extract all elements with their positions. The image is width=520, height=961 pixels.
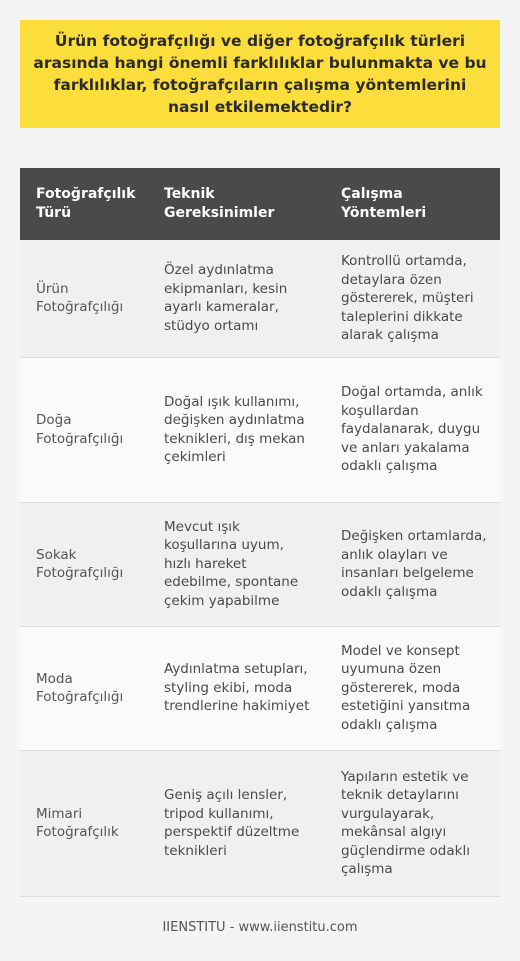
cell-methods: Değişken ortamlarda, anlık olayları ve insanları belgeleme odaklı çalışma	[325, 502, 500, 626]
cell-type: Ürün Fotoğrafçılığı	[20, 240, 148, 357]
cell-technical: Geniş açılı lensler, tripod kullanımı, perspektif düzeltme teknikleri	[148, 750, 325, 896]
cell-methods: Yapıların estetik ve teknik detaylarını vurgulayarak, mekânsal algıyı güçlendirme odaklı çalışma	[325, 750, 500, 896]
cell-technical: Doğal ışık kullanımı, değişken aydınlatma teknikleri, dış mekan çekimleri	[148, 357, 325, 502]
table-row	[20, 357, 500, 502]
cell-technical: Mevcut ışık koşullarına uyum, hızlı hareket edebilme, spontane çekim yapabilme	[148, 502, 325, 626]
table-row	[20, 240, 500, 357]
cell-methods: Model ve konsept uyumuna özen göstererek, moda estetiğini yansıtma odaklı çalışma	[325, 626, 500, 750]
cell-technical: Aydınlatma setupları, styling ekibi, moda trendlerine hakimiyet	[148, 626, 325, 750]
cell-type: Sokak Fotoğrafçılığı	[20, 502, 148, 626]
footer-credit: IIENSTITU - www.iienstitu.com	[162, 920, 358, 935]
table-row	[20, 750, 500, 896]
title-banner	[20, 20, 500, 128]
cell-methods: Doğal ortamda, anlık koşullardan faydalanarak, duygu ve anları yakalama odaklı çalışma	[325, 357, 500, 502]
table-header-row	[20, 168, 500, 240]
header-technical: Teknik Gereksinimler	[148, 168, 325, 240]
table-row	[20, 502, 500, 626]
comparison-table	[20, 168, 500, 897]
table-row	[20, 626, 500, 750]
header-methods: Çalışma Yöntemleri	[325, 168, 500, 240]
cell-methods: Kontrollü ortamda, detaylara özen göstererek, müşteri taleplerini dikkate alarak çalışma	[325, 240, 500, 357]
header-type: Fotoğrafçılık Türü	[20, 168, 148, 240]
cell-type: Moda Fotoğrafçılığı	[20, 626, 148, 750]
page-title: Ürün fotoğrafçılığı ve diğer fotoğrafçılık türleri arasında hangi önemli farklılıklar bulunmakta ve bu farklılıklar, fotoğrafçıların çalışma yöntemlerini nasıl etkilemektedir?	[33, 32, 487, 116]
cell-type: Mimari Fotoğrafçılık	[20, 750, 148, 896]
cell-type: Doğa Fotoğrafçılığı	[20, 357, 148, 502]
cell-technical: Özel aydınlatma ekipmanları, kesin ayarlı kameralar, stüdyo ortamı	[148, 240, 325, 357]
